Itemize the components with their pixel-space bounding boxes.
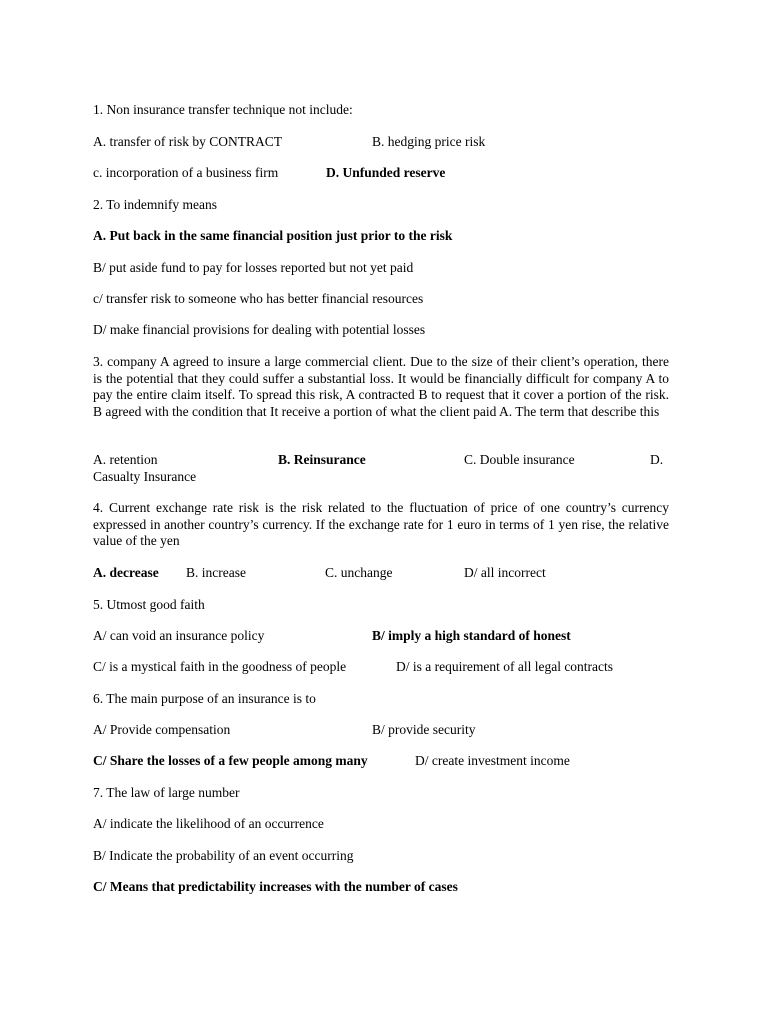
q3-option-d-continued: Casualty Insurance [93,469,197,484]
q2-option-c: c/ transfer risk to someone who has better financial resources [93,291,424,306]
q6-option-a: A/ Provide compensation [93,722,231,737]
q2-option-a-answer: A. Put back in the same financial position just prior to the risk [93,228,453,243]
document-page [93,0,673,1024]
q6-stem: 6. The main purpose of an insurance is to [93,691,316,706]
q1-option-d-answer: D. Unfunded reserve [326,165,446,180]
q4-option-b: B. increase [186,565,246,580]
q7-stem: 7. The law of large number [93,785,240,800]
q2-option-b: B/ put aside fund to pay for losses reported but not yet paid [93,260,414,275]
q1-option-b: B. hedging price risk [372,134,486,149]
q4-stem: 4. Current exchange rate risk is the risk related to the fluctuation of price of one country’s currency expressed in another country’s currency. If the exchange rate for 1 euro in terms of 1 yen rise, the relative value of the yen [93,500,669,548]
q5-option-a: A/ can void an insurance policy [93,628,265,643]
q3-stem: 3. company A agreed to insure a large commercial client. Due to the size of their client’s operation, there is the potential that they could suffer a substantial loss. It would be financially difficult for company A to pay the entire claim itself. To spread this risk, A contracted B to request that it cover a portion of the risk. B agreed with the condition that It receive a portion of what the client paid A. The term that describe this [93,354,669,419]
q4-option-c: C. unchange [325,565,393,580]
q7-option-a: A/ indicate the likelihood of an occurrence [93,816,324,831]
q3-option-d: D. [650,452,664,467]
q3-option-c: C. Double insurance [464,452,575,467]
q5-option-c: C/ is a mystical faith in the goodness of people [93,659,347,674]
q1-option-c: c. incorporation of a business firm [93,165,279,180]
q7-option-c-answer: C/ Means that predictability increases with the number of cases [93,879,458,894]
q3-option-a: A. retention [93,452,158,467]
q5-option-b-answer: B/ imply a high standard of honest [372,628,571,643]
q5-option-d: D/ is a requirement of all legal contracts [396,659,614,674]
q6-option-c-answer: C/ Share the losses of a few people among many [93,753,368,768]
q2-option-d: D/ make financial provisions for dealing with potential losses [93,322,426,337]
q1-stem: 1. Non insurance transfer technique not include: [93,102,353,117]
q5-stem: 5. Utmost good faith [93,597,205,612]
q4-option-d: D/ all incorrect [464,565,546,580]
q6-option-d: D/ create investment income [415,753,570,768]
q4-option-a-answer: A. decrease [93,565,159,580]
q3-option-b-answer: B. Reinsurance [278,452,366,467]
q6-option-b: B/ provide security [372,722,476,737]
q2-stem: 2. To indemnify means [93,197,218,212]
q1-option-a: A. transfer of risk by CONTRACT [93,134,282,149]
q7-option-b: B/ Indicate the probability of an event occurring [93,848,354,863]
